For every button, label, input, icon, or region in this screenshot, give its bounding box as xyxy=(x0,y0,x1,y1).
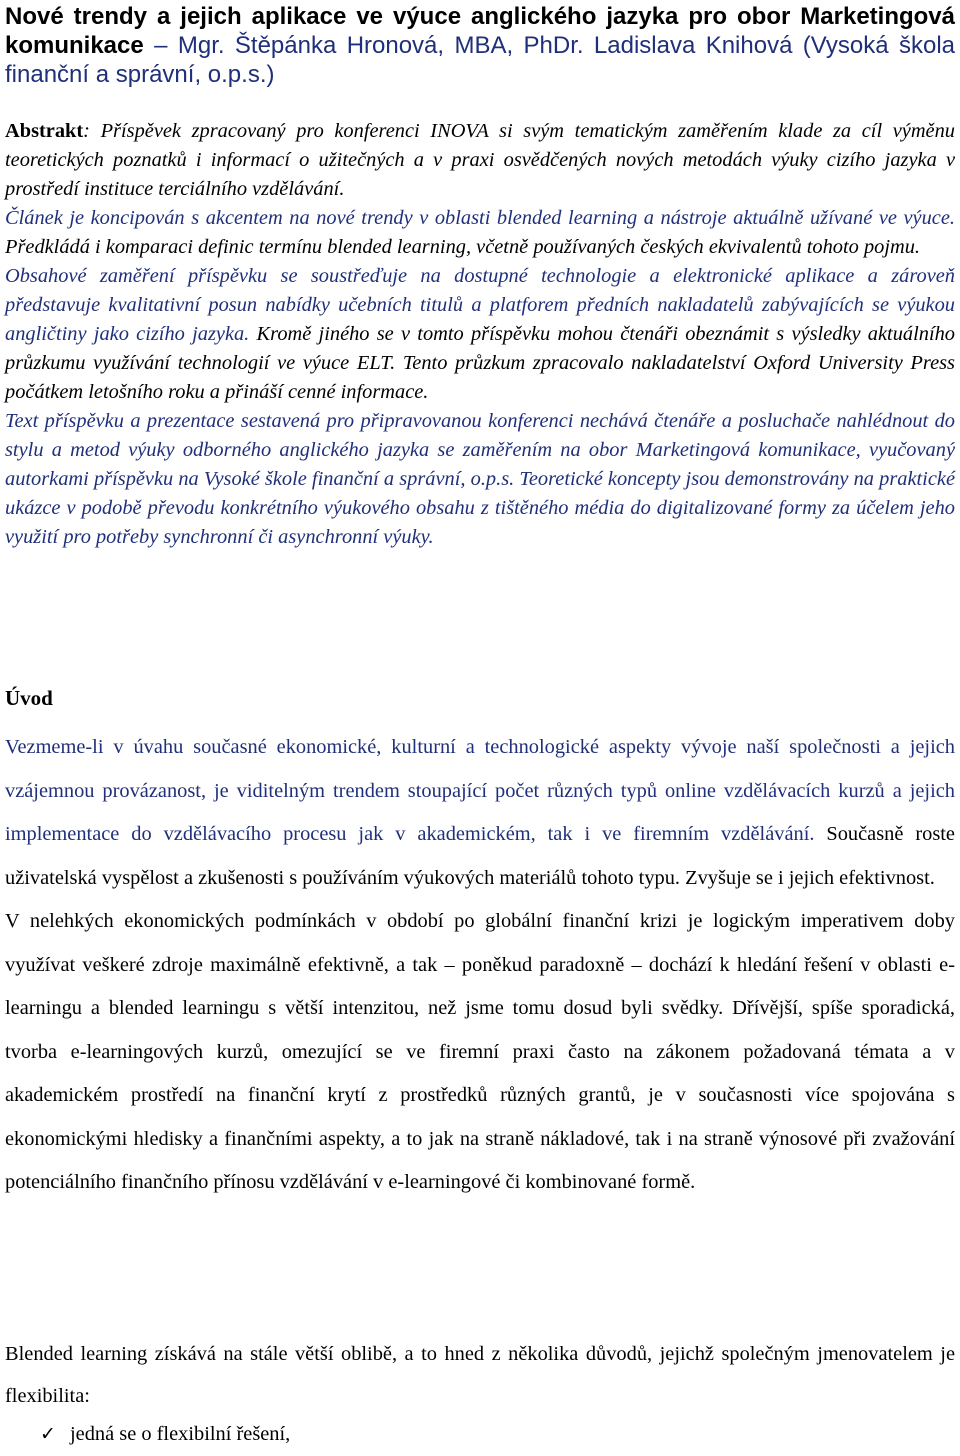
checkmark-icon: ✓ xyxy=(40,1423,56,1445)
title-authors: – Mgr. Štěpánka Hronová, MBA, PhDr. Ladislava Knihová (Vysoká škola finanční a správní, o.p.s.) xyxy=(5,32,956,88)
document-title xyxy=(5,0,955,89)
intro-paragraph-3: Blended learning získává na stále větší oblibě, a to hned z několika důvodů, jejichž společným jmenovatelem je flexibilita: xyxy=(5,1343,955,1407)
intro-paragraph-1: Vezmeme-li v úvahu současné ekonomické, kulturní a technologické aspekty vývoje naší společnosti a jejich vzájemnou provázanost, je viditelným trendem stoupající počet různých typů online vzdělávacích kurzů a jejich implementace do vzdělávacího procesu jak v akademickém, tak i ve firemním vzdělávání. Současně roste uživatelská vyspělost a zkušenosti s používáním výukových materiálů tohoto typu. Zvyšuje se i jejich efektivnost. xyxy=(5,736,955,889)
section-heading-intro: Úvod xyxy=(5,686,53,710)
intro-paragraph-2: V nelehkých ekonomických podmínkách v období po globální finanční krizi je logickým imperativem doby využívat veškeré zdroje maximálně efektivně, a tak – poněkud paradoxně – dochází k hledání řešení v oblasti e-learningu a blended learningu s větší intenzitou, než jsme tomu dosud byli svědky. Dřívější, spíše sporadická, tvorba e-learningových kurzů, omezující se ve firemní praxi často na zákonem požadovaná témata a v akademickém prostředí na finanční krytí z prostředků různých grantů, je v současnosti více spojována s ekonomickými hledisky a finančními aspekty, a to jak na straně nákladové, tak i na straně výnosové při zvažování potenciálního finančního přínosu vzdělávání v e-learningové či kombinované formě. xyxy=(5,910,955,1193)
abstract xyxy=(5,117,955,552)
list-item-text: jedná se o flexibilní řešení, xyxy=(70,1423,291,1445)
abstract-label: Abstrakt xyxy=(5,120,84,142)
abstract-paragraph-2: Článek je koncipován s akcentem na nové trendy v oblasti blended learning a nástroje aktuálně užívané ve výuce. Předkládá i komparaci definic termínu blended learning, včetně používaných českých ekvivalentů tohoto pojmu. xyxy=(5,207,955,258)
abstract-paragraph-4: Text příspěvku a prezentace sestavená pro připravovanou konferenci nechává čtenáře a posluchače nahlédnout do stylu a metod výuky odborného anglického jazyka se zaměřením na obor Marketingová komunikace, vyučovaný autorkami příspěvku na Vysoké škole finanční a správní, o.p.s. Teoretické koncepty jsou demonstrovány na praktické ukázce v podobě převodu konkrétního výukového obsahu z tištěného média do digitalizované formy za účelem jeho využití pro potřeby synchronní či asynchronní výuky. xyxy=(5,410,955,548)
title-main: Nové trendy a jejich aplikace ve výuce anglického jazyka pro obor Marketingová komunikace xyxy=(5,3,955,59)
abstract-paragraph-1: Abstrakt: Příspěvek zpracovaný pro konferenci INOVA si svým tematickým zaměřením klade za cíl výměnu teoretických poznatků i informací o užitečných a v praxi osvědčených nových metodách výuky cizího jazyka v prostředí instituce terciálního vzdělávání. xyxy=(5,120,955,200)
list-item xyxy=(40,1420,290,1448)
abstract-paragraph-3: Obsahové zaměření příspěvku se soustřeďuje na dostupné technologie a elektronické aplikace a zároveň představuje kvalitativní posun nabídky učebních titulů a platforem předních nakladatelů zabývajících se výukou angličtiny jako cizího jazyka. Kromě jiného se v tomto příspěvku mohou čtenáři obeznámit s výsledky aktuálního průzkumu využívání technologií ve výuce ELT. Tento průzkum zpracovalo nakladatelství Oxford University Press počátkem letošního roku a přináší cenné informace. xyxy=(5,265,956,403)
intro-body xyxy=(5,726,955,1205)
intro-body-continued xyxy=(5,1333,955,1417)
